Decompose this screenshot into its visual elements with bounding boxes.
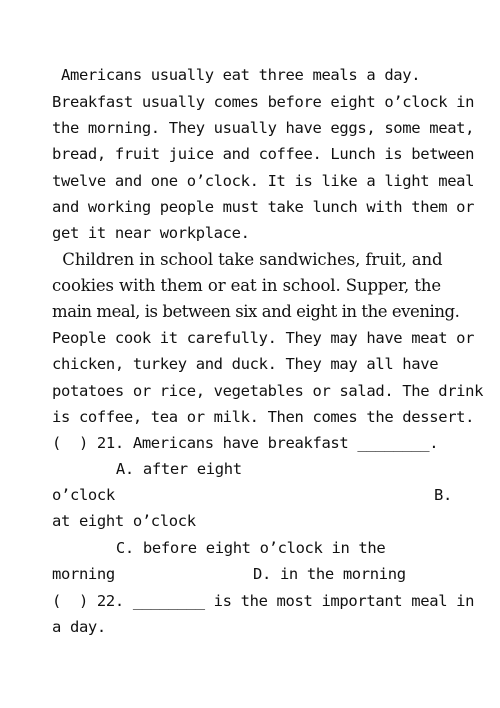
question-21-option-b: at eight o’clock	[52, 512, 196, 530]
passage-line: cookies with them or eat in school. Supper, the	[52, 276, 442, 295]
passage-line: twelve and one o’clock. It is like a light meal	[52, 172, 475, 190]
passage-line: and working people must take lunch with them or	[52, 198, 475, 216]
passage-line: potatoes or rice, vegetables or salad. The drink	[52, 382, 484, 400]
passage-line: get it near workplace.	[52, 224, 250, 242]
question-21-option-b-letter: B.	[434, 486, 452, 504]
question-21-option-c: C. before eight o’clock in the	[80, 539, 386, 557]
passage-line: Children in school take sandwiches, fruit, and	[52, 250, 443, 269]
question-22-stem-cont: a day.	[52, 618, 106, 636]
question-21-option-a-cont: o’clock	[52, 486, 115, 504]
passage-line: bread, fruit juice and coffee. Lunch is between	[52, 145, 475, 163]
passage-line: Breakfast usually comes before eight o’clock in	[52, 93, 475, 111]
question-21-option-a: A. after eight	[80, 460, 242, 478]
question-21-option-c-cont: morning	[52, 565, 115, 583]
passage-line: main meal, is between six and eight in the evening.	[52, 302, 460, 321]
passage-line: chicken, turkey and duck. They may all have	[52, 355, 439, 373]
passage-line: is coffee, tea or milk. Then comes the dessert.	[52, 408, 475, 426]
passage-line: the morning. They usually have eggs, some meat,	[52, 119, 475, 137]
question-22-stem: ( ) 22. ________ is the most important meal in	[52, 592, 475, 610]
question-21-option-d: D. in the morning	[253, 565, 406, 583]
passage-line: People cook it carefully. They may have meat or	[52, 329, 475, 347]
passage-line: Americans usually eat three meals a day.	[52, 66, 421, 84]
question-21-stem: ( ) 21. Americans have breakfast ________.	[52, 434, 439, 452]
